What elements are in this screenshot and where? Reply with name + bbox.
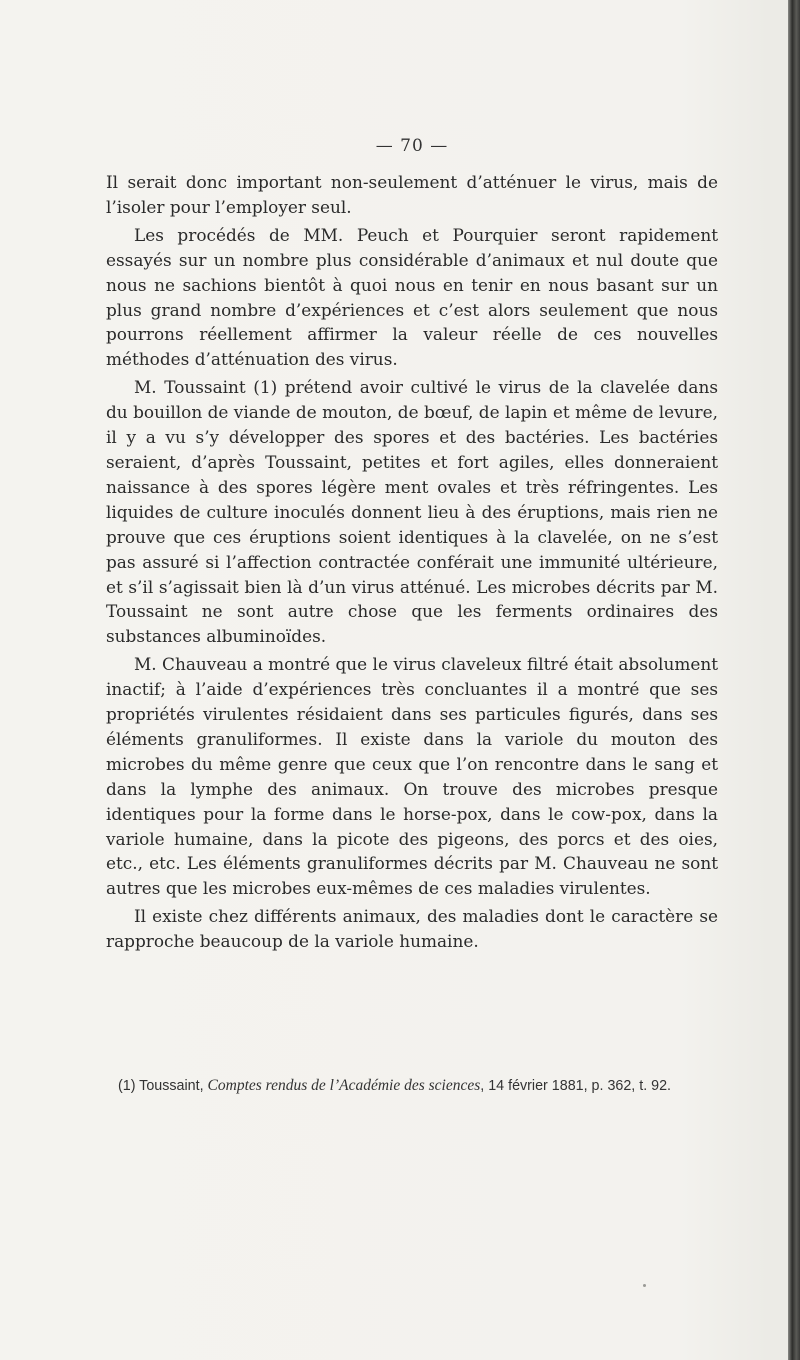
paragraph: Les procédés de MM. Peuch et Pourquier seront rapidement essayés sur un nombre plus considérable d’animaux et nul doute que nous ne sachions bientôt à quoi nous en tenir en nous basant sur un plus grand nombre d’expériences et c’est alors seulement que nous pourrons réellement affirmer la valeur réelle de ces nouvelles méthodes d’atténuation des virus. — [106, 224, 718, 370]
footnote-marker: (1) Toussaint, — [118, 1078, 208, 1094]
body-text — [106, 170, 718, 954]
paragraph: M. Chauveau a montré que le virus claveleux filtré était absolument inactif; à l’aide d’expériences très concluantes il a montré que ses propriétés virulentes résidaient dans ses particules figurés, dans ses éléments granuliformes. Il existe dans la variole du mouton des microbes du même genre que ceux que l’on rencontre dans le sang et dans la lymphe des animaux. On trouve des microbes presque identiques pour la forme dans le horse-pox, dans le cow-pox, dans la variole humaine, dans la picote des pigeons, des porcs et des oies, etc., etc. Les éléments granuliformes décrits par M. Chauveau ne sont autres que les microbes eux-mêmes de ces maladies virulentes. — [106, 654, 718, 899]
footnote-reference: , 14 février 1881, p. 362, t. 92. — [480, 1078, 672, 1094]
paragraph: M. Toussaint (1) prétend avoir cultivé le virus de la clavelée dans du bouillon de viande de mouton, de bœuf, de lapin et même de levure, il y a vu s’y développer des spores et des bactéries. Les bactéries seraient, d’après Toussaint, petites et fort agiles, elles donneraient naissance à des spores légère ment ovales et très réfringentes. Les liquides de culture inoculés donnent lieu à des éruptions, mais rien ne prouve que ces éruptions soient identiques à la clavelée, on ne s’est pas assuré si l’affection contractée conférait une immunité ultérieure, et s’il s’agissait bien là d’un virus atténué. Les microbes décrits par M. Toussaint ne sont autre chose que les ferments ordinaires des substances albuminoïdes. — [106, 377, 718, 647]
paragraph: Il serait donc important non-seulement d’atténuer le virus, mais de l’isoler pour l’employer seul. — [106, 172, 718, 217]
footnote — [106, 1076, 718, 1096]
paragraph: Il existe chez différents animaux, des maladies dont le caractère se rapproche beaucoup de la variole humaine. — [106, 906, 718, 952]
page-binding-edge — [788, 0, 800, 1360]
paper-speck — [643, 1284, 646, 1287]
footnote-title: Comptes rendus de l’Académie des sciences — [207, 1077, 481, 1094]
page-number: — 70 — — [375, 136, 449, 156]
